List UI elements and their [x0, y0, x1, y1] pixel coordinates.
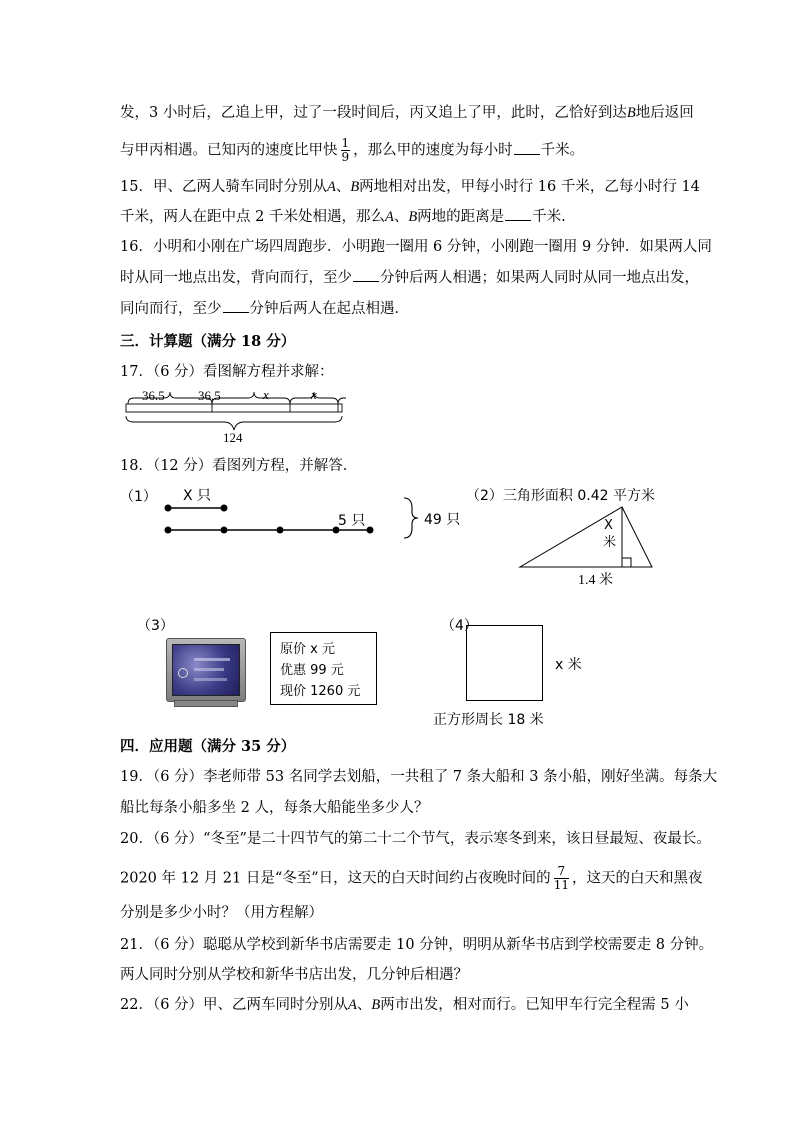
tv-image: [166, 638, 244, 705]
right-angle-mark: [622, 558, 631, 567]
segment-bar: [126, 404, 342, 412]
discount: 优惠 99 元: [280, 663, 344, 678]
q19-line2: 船比每条小船多坐 2 人，每条大船能坐多少人？: [120, 800, 429, 816]
answer-blank: [223, 298, 249, 313]
q18-text: 18．（12 分）看图列方程，并解答．: [120, 458, 358, 474]
q17-text: 17．（6 分）看图解方程并求解：: [120, 364, 334, 380]
q18-part1-bottom-label: 5 只: [338, 513, 366, 529]
square-shape: [466, 625, 543, 701]
seg-label-2: 36.5: [198, 388, 221, 403]
q18-part2-label: （2）三角形面积 0.42 平方米: [466, 488, 655, 504]
price-box: [270, 632, 377, 705]
total-brace: [126, 416, 342, 430]
q18-part2-height-x: X: [604, 518, 613, 533]
section-title-calculation: 三．计算题（满分 18 分）: [120, 333, 296, 350]
q18-part4-label: （4）: [441, 618, 478, 634]
seg-label-4: x: [311, 387, 317, 402]
q18-part2-triangle: [516, 505, 661, 571]
q20-line3: 分别是多少小时？（用方程解）: [120, 905, 323, 921]
q18-part1-top-label: X 只: [183, 488, 212, 504]
fraction-seven-elevenths: $\frac{7}{11}$: [553, 864, 569, 892]
total-label: 124: [223, 430, 243, 445]
original-price: 原价 x 元: [280, 642, 335, 657]
q14-line1: 发，3 小时后，乙追上甲，过了一段时间后，丙又追上了甲，此时，乙恰好到达B地后返回: [120, 105, 694, 121]
answer-blank: [505, 206, 531, 221]
seg-label-1: 36.5: [142, 388, 165, 403]
q18-part2-base: 1.4 米: [578, 573, 613, 588]
section-title-application: 四．应用题（满分 35 分）: [120, 738, 296, 755]
seg-label-3: x: [263, 387, 269, 402]
q20-line1: 20．（6 分）“冬至”是二十四节气的第二十二个节气，表示寒冬到来，该日昼最短、夜最长。: [120, 831, 711, 847]
brace-4: [338, 398, 346, 404]
current-price: 现价 1260 元: [280, 684, 361, 699]
curly-brace: [404, 498, 418, 538]
q18-part1-total-label: 49 只: [424, 512, 461, 528]
brace-2: [212, 392, 290, 404]
q18-part2-height-unit: 米: [603, 535, 617, 550]
q21-line2: 两人同时分别从学校和新华书店出发，几分钟后相遇？: [120, 967, 468, 983]
q18-part3-label: （3）: [137, 618, 174, 634]
answer-blank: [514, 140, 540, 155]
q18-part1-label: （1）: [120, 489, 157, 505]
q16-line3: 同向而行，至少 分钟后两人在起点相遇．: [120, 298, 409, 319]
answer-blank: [353, 267, 379, 282]
q21-line1: 21．（6 分）聪聪从学校到新华书店需要走 10 分钟，明明从新华书店到学校需要走 8 分钟。: [120, 937, 714, 953]
q22-line1: 22．（6 分）甲、乙两车同时分别从A、B两市出发，相对而行。已知甲车行完全程需 5 小: [120, 997, 689, 1013]
q16-line1: 16．小明和小刚在广场四周跑步．小明跑一圈用 6 分钟，小刚跑一圈用 9 分钟．如果两人同: [120, 239, 712, 255]
square-side-label: x 米: [555, 657, 582, 673]
square-caption: 正方形周长 18 米: [433, 712, 544, 728]
q15-line2: 千米，两人在距中点 2 千米处相遇，那么A、B两地的距离是 千米.: [120, 206, 566, 227]
q15-line1: 15．甲、乙两人骑车同时分别从A、B两地相对出发，甲每小时行 16 千米，乙每小时行 14: [120, 179, 700, 195]
q19-line1: 19．（6 分）李老师带 53 名同学去划船，一共租了 7 条大船和 3 条小船，刚好坐满。每条大: [120, 769, 718, 785]
fraction-one-ninth: $\frac{1}{9}$: [341, 136, 350, 164]
q14-line2: 与甲丙相遇。已知丙的速度比甲快 $\frac{1}{9}$ ，那么甲的速度为每小时 千米。: [120, 136, 585, 164]
q18-part1-line-diagram: [160, 500, 420, 540]
q20-line2: 2020 年 12 月 21 日是“冬至”日，这天的白天时间约占夜晚时间的 $\frac{7}{11}$ ，这天的白天和黑夜: [120, 864, 703, 892]
q16-line2: 时从同一地点出发，背向而行，至少 分钟后两人相遇；如果两人同时从同一地点出发，: [120, 267, 699, 288]
